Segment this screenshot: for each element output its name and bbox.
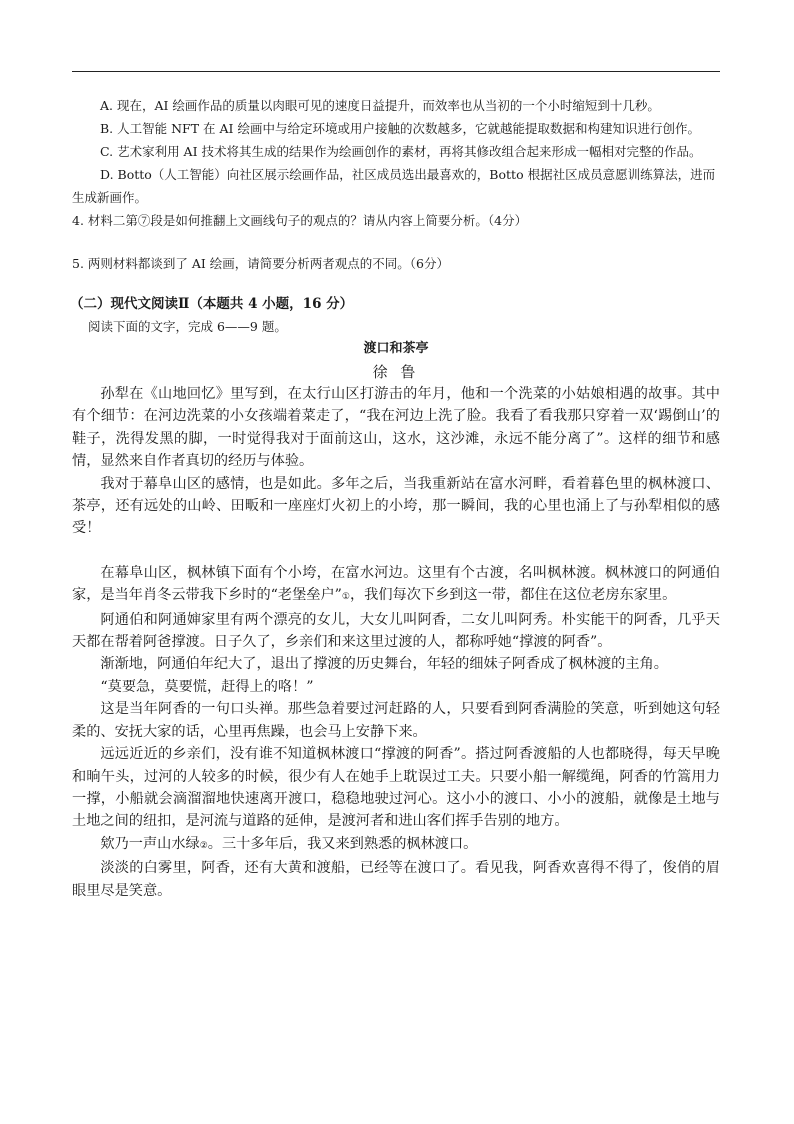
option-c: C. 艺术家利用 AI 技术将其生成的结果作为绘画创作的素材，再将其修改组合起来形成一幅相对完整的作品。 [100, 144, 702, 159]
article-paragraph-7: 这是当年阿香的一句口头禅。那些急着要过河赶路的人，只要看到阿香满脸的笑意，听到她这句轻柔的、安抚大家的话，心里再焦躁，也会马上安静下来。 [72, 701, 720, 740]
article-paragraph-10: 淡淡的白雾里，阿香，还有大黄和渡船，已经等在渡口了。看见我，阿香欢喜得不得了，俊俏的眉眼里尽是笑意。 [72, 860, 720, 899]
footnote-marker-2: ② [199, 840, 208, 851]
option-b: B. 人工智能 NFT 在 AI 绘画中与给定环境或用户接触的次数越多，它就越能提取数据和构建知识进行创作。 [100, 121, 700, 136]
paragraph-9-text-b: 。三十多年后，我又来到熟悉的枫林渡口。 [207, 835, 478, 852]
page-content [72, 94, 720, 902]
section-heading: （二）现代文阅读Ⅱ（本题共 4 小题，16 分） [70, 296, 354, 312]
paragraph-3-text-a: 在幕阜山区，枫林镇下面有个小垮，在富水河边。这里有个古渡，名叫枫林渡。枫林渡口的阿通伯家，是当年肖冬云带我下乡时的“老堡垒户” [72, 564, 720, 604]
article-title: 渡口和茶亭 [363, 341, 429, 356]
paragraph-9-text-a: 欸乃一声山水绿 [100, 835, 200, 852]
article-paragraph-6: “莫要急，莫要慌，赶得上的咯！” [100, 678, 314, 695]
option-a: A. 现在，AI 绘画作品的质量以肉眼可见的速度日益提升，而效率也从当初的一个小时缩短到十几秒。 [100, 98, 660, 113]
article-paragraph-5: 渐渐地，阿通伯年纪大了，退出了撑渡的历史舞台，年轻的细妹子阿香成了枫林渡的主角。 [100, 656, 668, 673]
article-paragraph-2: 我对于幕阜山区的感情，也是如此。多年之后，当我重新站在富水河畔，看着暮色里的枫林渡口、茶亭，还有远处的山岭、田畈和一座座灯火初上的小垮，那一瞬间，我的心里也涌上了与孙犁相似的感受！ [72, 475, 720, 537]
header-rule [72, 71, 720, 72]
section-instruction: 阅读下面的文字，完成 6——9 题。 [88, 319, 287, 334]
paragraph-3-text-b: ，我们每次下乡到这一带，都住在这位老房东家里。 [349, 587, 677, 604]
article-paragraph-9 [72, 833, 720, 857]
article-paragraph-8: 远远近近的乡亲们，没有谁不知道枫林渡口“撑渡的阿香”。搭过阿香渡船的人也都晓得，每天早晚和晌午头，过河的人较多的时候，很少有人在她手上耽误过工夫。只要小船一解缆绳，阿香的竹篙用力一撑，小船就会滴溜溜地快速离开渡口，稳稳地驶过河心。这小小的渡口、小小的渡船，就像是土地与土地之间的纽扣，是河流与道路的延伸，是渡河者和进山客们挥手告别的地方。 [72, 746, 720, 830]
question-5: 5. 两则材料都谈到了 AI 绘画，请简要分析两者观点的不同。（6分） [72, 256, 450, 271]
footnote-marker-1: ① [341, 592, 350, 603]
article-author: 徐 鲁 [372, 363, 420, 381]
article-paragraph-4: 阿通伯和阿通婶家里有两个漂亮的女儿，大女儿叫阿香，二女儿叫阿秀。朴实能干的阿香，几乎天天都在帮着阿爸撑渡。日子久了，乡亲们和来这里过渡的人，都称呼她“撑渡的阿香”。 [72, 611, 720, 651]
article-paragraph-1: 孙犁在《山地回忆》里写到，在太行山区打游击的年月，他和一个洗菜的小姑娘相遇的故事。其中有个细节：在河边洗菜的小女孩端着菜走了，“我在河边上洗了脸。我看了看我那只穿着一双‘踢倒山’的鞋子，洗得发黑的脚，一时觉得我对于面前这山，这水，这沙滩，永远不能分离了”。这样的细节和感情，显然来自作者真切的经历与体验。 [72, 386, 720, 470]
question-4: 4. 材料二第⑦段是如何推翻上文画线句子的观点的？请从内容上简要分析。（4分） [72, 213, 528, 228]
article-paragraph-3 [72, 562, 720, 609]
option-d: D. Botto（人工智能）向社区展示绘画作品，社区成员选出最喜欢的，Botto 根据社区成员意愿训练算法，进而生成新画作。 [72, 167, 716, 205]
